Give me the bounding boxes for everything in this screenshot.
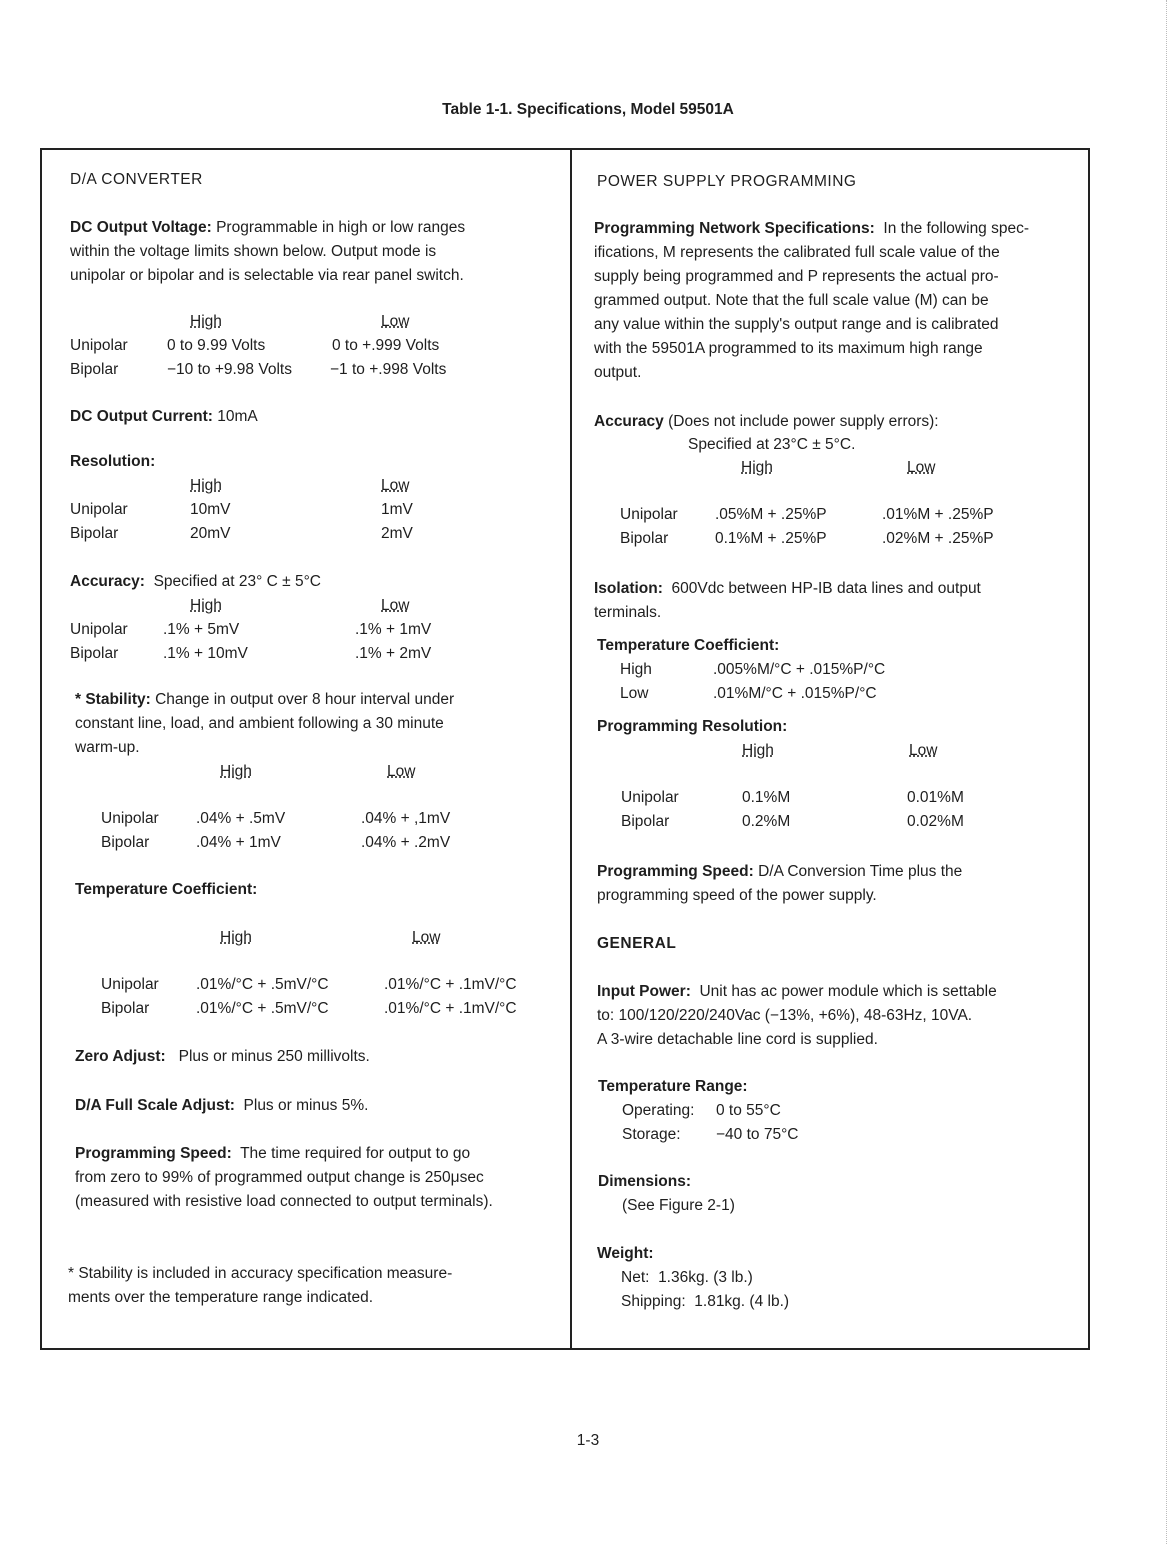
table-title: Table 1-1. Specifications, Model 59501A bbox=[442, 101, 734, 118]
ps-accuracy: Accuracy (Does not include power supply errors): Specified at 23°C ± 5°C. High Low Unipolar .05%M + .25%P .01%M + .25%P Bipolar 0.1%M + .25%P .02%M + .25%P bbox=[594, 413, 994, 547]
dc-output-voltage: DC Output Voltage: Programmable in high or low ranges within the voltage limits shown below. Output mode is unipolar or bipolar and is selectable via rear panel switch. bbox=[70, 219, 466, 284]
da-converter-heading: D/A CONVERTER bbox=[70, 171, 203, 188]
column-divider bbox=[570, 148, 572, 1350]
stability-footnote: * Stability is included in accuracy specification measure- ments over the temperature range indicated. bbox=[68, 1265, 453, 1306]
ps-programming-speed: Programming Speed: D/A Conversion Time plus the programming speed of the power supply. bbox=[597, 863, 963, 904]
full-scale-adjust: D/A Full Scale Adjust: Plus or minus 5%. bbox=[75, 1097, 369, 1114]
zero-adjust: Zero Adjust: Plus or minus 250 millivolts. bbox=[75, 1048, 370, 1065]
dc-output-current: DC Output Current: 10mA bbox=[70, 408, 258, 425]
general-heading: GENERAL bbox=[597, 935, 677, 952]
ps-temperature-coefficient: Temperature Coefficient: High .005%M/°C + .015%P/°C Low .01%M/°C + .015%P/°C bbox=[597, 637, 886, 702]
page-number: 1-3 bbox=[576, 1432, 600, 1449]
accuracy: Accuracy: Specified at 23° C ± 5°C High Low Unipolar .1% + 5mV .1% + 1mV Bipolar .1% + 10mV .1% + 2mV bbox=[70, 573, 432, 662]
programming-resolution: Programming Resolution: High Low Unipolar 0.1%M 0.01%M Bipolar 0.2%M 0.02%M bbox=[597, 718, 964, 830]
dimensions: Dimensions: (See Figure 2-1) bbox=[598, 1173, 735, 1214]
power-supply-programming-heading: POWER SUPPLY PROGRAMMING bbox=[597, 173, 857, 190]
dc-output-voltage-table: High Low Unipolar 0 to 9.99 Volts 0 to +.999 Volts Bipolar −10 to +9.98 Volts −1 to +.998 Volts bbox=[70, 313, 447, 378]
temperature-range: Temperature Range: Operating: 0 to 55°C Storage: −40 to 75°C bbox=[598, 1078, 799, 1143]
isolation: Isolation: 600Vdc between HP-IB data lines and output terminals. bbox=[594, 580, 981, 621]
page-edge bbox=[1166, 0, 1168, 1544]
da-programming-speed: Programming Speed: The time required for output to go from zero to 99% of programmed output change is 250μsec (measured with resistive load connected to output terminals). bbox=[75, 1145, 493, 1210]
programming-network-specs: Programming Network Specifications: In the following spec- ifications, M represents the calibrated full scale value of the supply being programmed and P represents the actual pro- grammed output. Note that the full scale value (M) can be any value within the supply's output range and is calibrated with the 59501A programmed to its maximum high range output. bbox=[594, 220, 1030, 381]
da-temperature-coefficient: Temperature Coefficient: High Low Unipolar .01%/°C + .5mV/°C .01%/°C + .1mV/°C Bipolar .01%/°C + .5mV/°C .01%/°C + .1mV/°C bbox=[75, 881, 517, 1017]
stability-table: High Low Unipolar .04% + .5mV .04% + ,1mV Bipolar .04% + 1mV .04% + .2mV bbox=[101, 763, 451, 851]
weight: Weight: Net: 1.36kg. (3 lb.) Shipping: 1.81kg. (4 lb.) bbox=[597, 1245, 790, 1310]
resolution: Resolution: High Low Unipolar 10mV 1mV Bipolar 20mV 2mV bbox=[70, 453, 413, 542]
input-power: Input Power: Unit has ac power module which is settable to: 100/120/220/240Vac (−13%, +6%), 48-63Hz, 10VA. A 3-wire detachable line cord is supplied. bbox=[597, 983, 997, 1048]
stability: * Stability: Change in output over 8 hour interval under constant line, load, and ambient following a 30 minute warm-up. bbox=[75, 691, 455, 756]
